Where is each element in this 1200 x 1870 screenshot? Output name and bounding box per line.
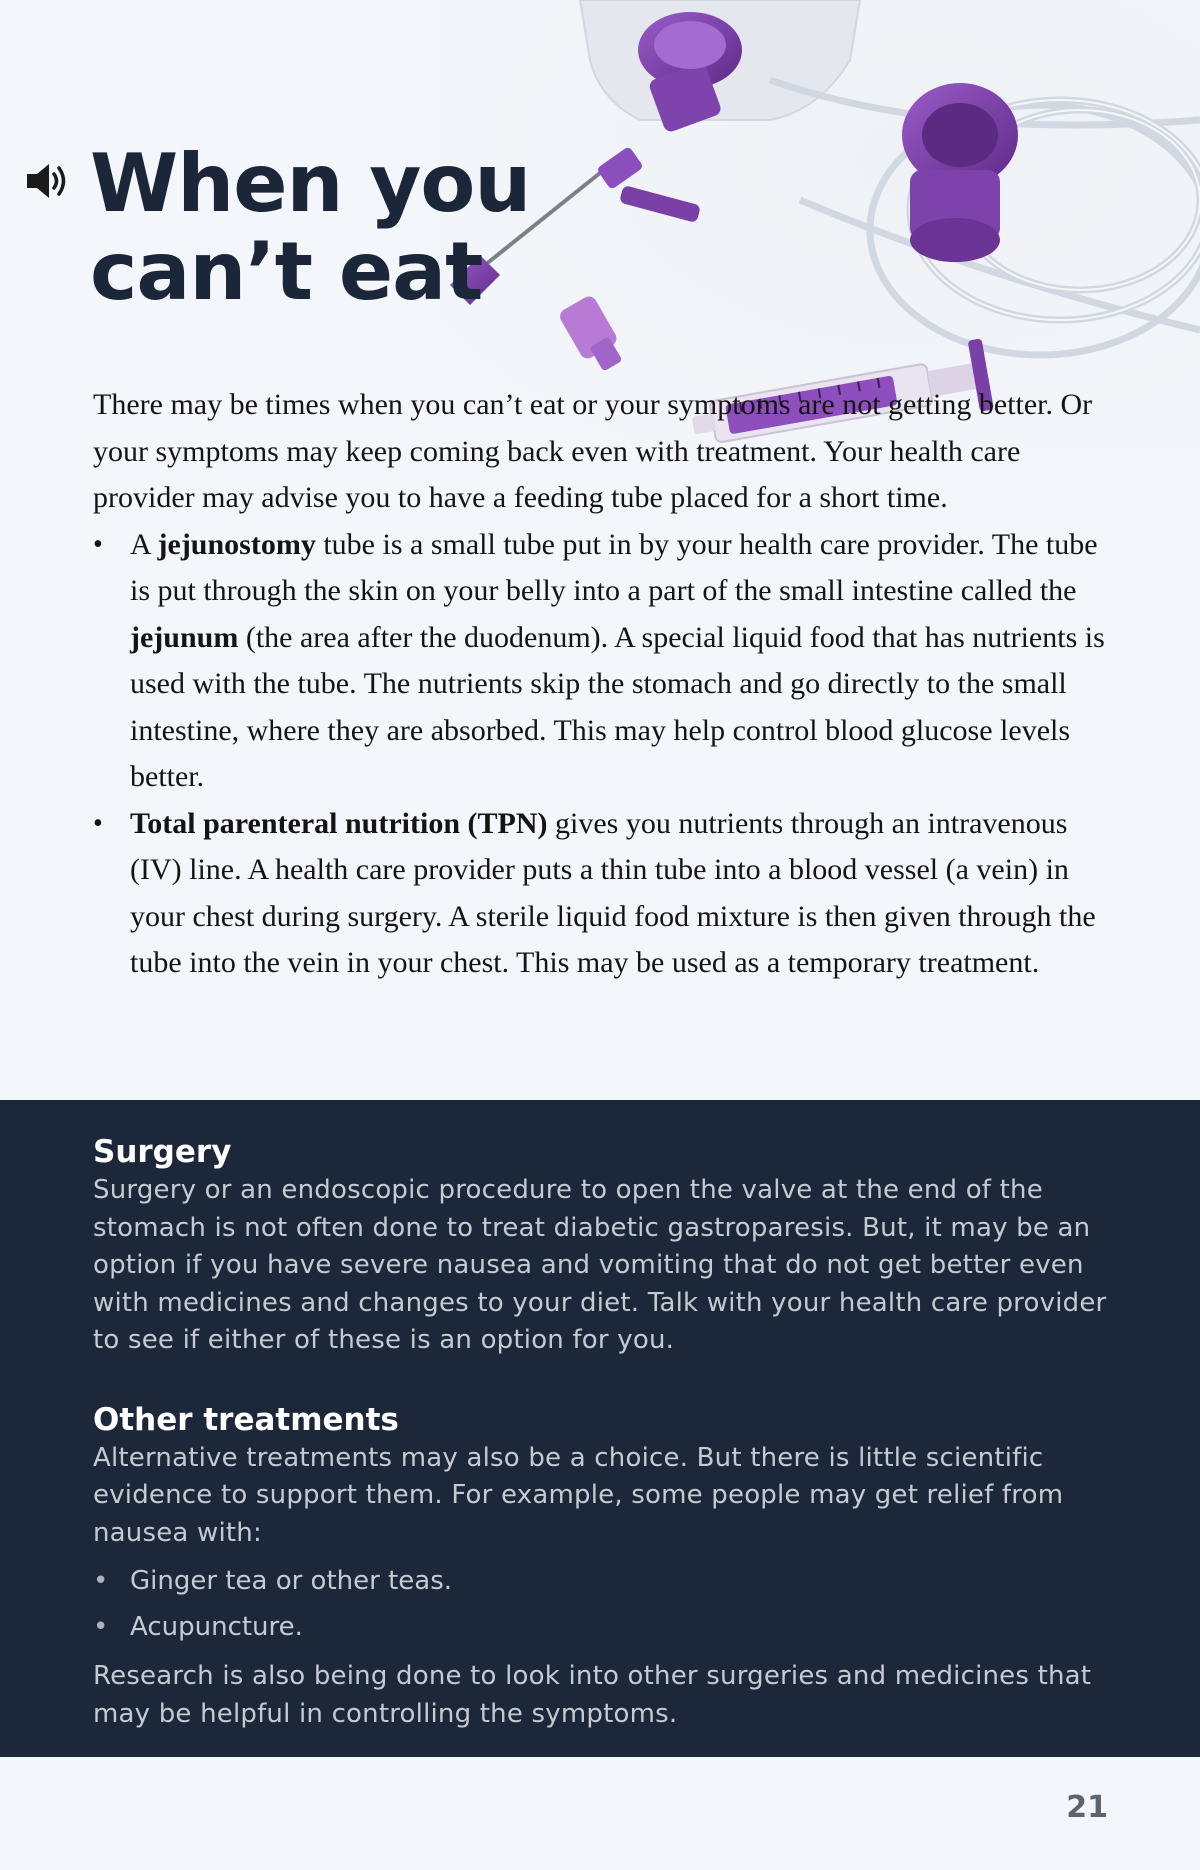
feeding-options-list (93, 522, 1113, 987)
alternative-treatments-list (93, 1558, 1123, 1650)
bullet-text-pre: A (130, 527, 158, 561)
title-line-1: When you (90, 137, 531, 230)
page-number: 21 (1066, 1790, 1108, 1825)
speaker-icon[interactable] (24, 158, 70, 204)
bold-term: Total parenteral nutrition (TPN) (130, 806, 548, 840)
page-title (90, 137, 531, 318)
other-treatments-paragraph: Alternative treatments may also be a choice. But there is little scientific evidence to support them. For example, some people may get relief from nausea with: (93, 1442, 1064, 1548)
section-heading-surgery: Surgery (93, 1134, 232, 1170)
main-content (93, 382, 1113, 987)
bullet-text-post: (the area after the duodenum). A special liquid food that has nutrients is used with the tube. The nutrients skip the stomach and go directly to the small intestine, where they are absorbed. This may help control blood glucose levels better. (130, 620, 1105, 793)
list-item: • Ginger tea or other teas. (93, 1558, 1123, 1604)
list-item (93, 801, 1113, 987)
list-item: • Acupuncture. (93, 1604, 1123, 1650)
intro-paragraph: There may be times when you can’t eat or your symptoms are not getting better. Or your symptoms may keep coming back even with treatment. Your health care provider may advise you to have a feeding tube placed for a short time. (93, 388, 1093, 514)
bold-term: jejunostomy (157, 527, 316, 561)
treatments-panel (0, 1100, 1200, 1757)
list-item (93, 522, 1113, 801)
title-line-2: can’t eat (90, 225, 483, 318)
section-heading-other-treatments: Other treatments (93, 1401, 399, 1438)
research-paragraph: Research is also being done to look into other surgeries and medicines that may be helpful in controlling the symptoms. (93, 1661, 1092, 1729)
bullet-text-post: gives you nutrients through an intravenous (IV) line. A health care provider puts a thin tube into a blood vessel (a vein) in your chest during surgery. A sterile liquid food mixture is then given through the tube into the vein in your chest. This may be used as a temporary treatment. (130, 806, 1096, 979)
surgery-paragraph: Surgery or an endoscopic procedure to open the valve at the end of the stomach is not often done to treat diabetic gastroparesis. But, it may be an option if you have severe nausea and vomiting that do not get better even with medicines and changes to your diet. Talk with your health care provider to see if either of these is an option for you. (93, 1175, 1107, 1355)
bullet-text-mid: tube is a small tube put in by your health care provider. The tube is put through the skin on your belly into a part of the small intestine called the (130, 527, 1098, 607)
bold-term: jejunum (130, 620, 239, 654)
